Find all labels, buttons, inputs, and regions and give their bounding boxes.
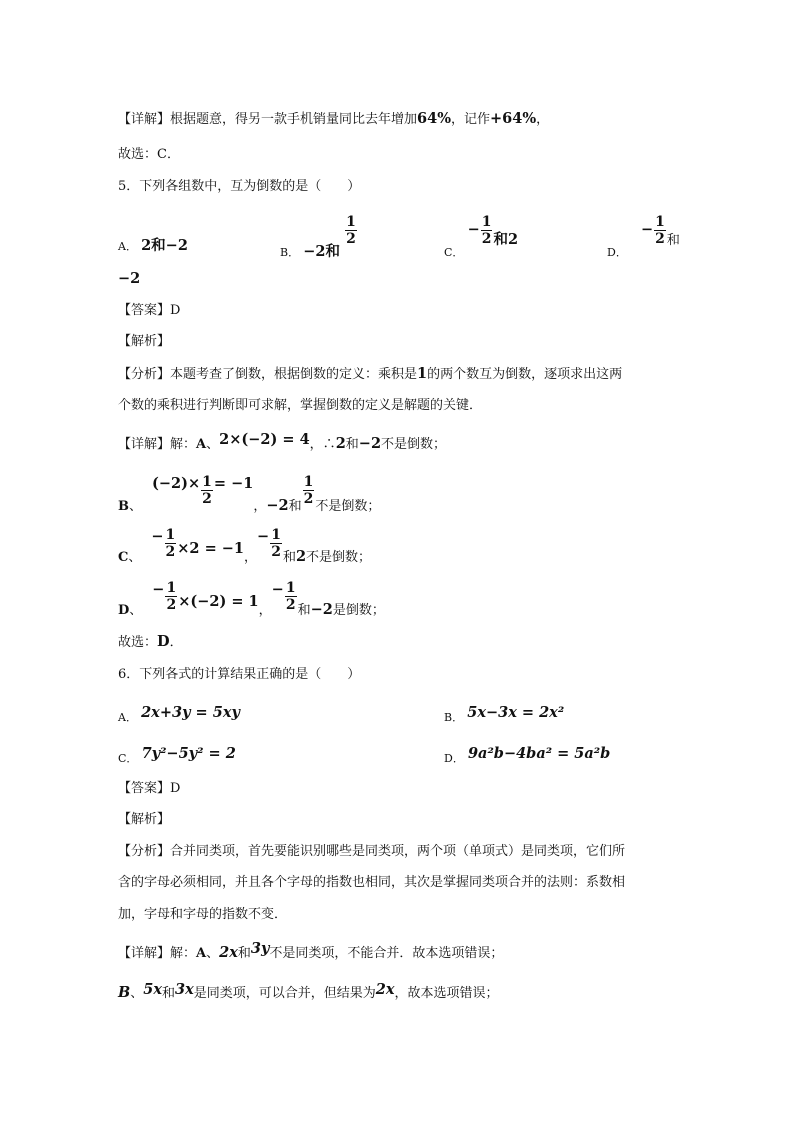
detail-6b: [118, 983, 499, 1004]
fenxi-6-line2: 含的字母必须相同，并且各个字母的指数也相同，其次是掌握同类项合并的法则：系数相: [118, 875, 626, 890]
analysis-6: 【解析】: [118, 812, 171, 827]
minus-sign: −: [151, 528, 164, 545]
fraction-one-half: [345, 214, 357, 247]
numerator: 1: [346, 214, 356, 230]
punct: ，: [258, 603, 272, 618]
math-2x: 2x: [375, 981, 395, 998]
option-letter: B: [118, 499, 129, 514]
minus-sign: −: [271, 581, 284, 598]
punct: 、: [206, 437, 220, 452]
detail-5c: [118, 527, 372, 565]
option-letter: D: [118, 603, 130, 618]
detail-text: 【详解】根据题意，得另一款手机销量同比去年增加: [118, 112, 418, 127]
punct: 、: [130, 986, 144, 1001]
math-expr: ×(−2) = 1: [178, 593, 259, 610]
option-letter: B: [118, 984, 131, 1001]
option-expr: 和2: [493, 231, 519, 248]
option-expr: −2和: [303, 243, 340, 260]
numerator: 1: [655, 214, 665, 230]
option-5a: [118, 236, 188, 257]
option-5d-continued: −2: [118, 270, 141, 287]
punct: 、: [129, 603, 143, 618]
text: 是倒数；: [332, 603, 385, 618]
denominator: 2: [166, 597, 177, 613]
choose-line-q4: 故选：C．: [118, 147, 180, 162]
numerator: 1: [202, 474, 212, 490]
option-expr: 7y²−5y² = 2: [141, 745, 236, 762]
option-label: A．: [118, 711, 137, 724]
option-label: D．: [607, 246, 627, 259]
math-expr: ×2 = −1: [177, 540, 245, 557]
question-6-stem: 6．下列各式的计算结果正确的是（ ）: [118, 667, 361, 682]
punct: ，: [536, 112, 550, 127]
math-3x: 3x: [175, 981, 194, 998]
fraction-one-half: [481, 214, 493, 247]
math-neg-two: −2: [266, 497, 289, 514]
fenxi-5-line1: [118, 364, 622, 385]
fenxi-5-line2: 个数的乘积进行判断即可求解，掌握倒数的定义是解题的关键．: [118, 398, 483, 413]
fraction-one-half: [165, 580, 177, 613]
math-neg-two: −2: [310, 601, 333, 618]
detail-6a: [118, 940, 504, 964]
denominator: 2: [271, 544, 281, 560]
fraction-one-half: [201, 474, 213, 507]
numerator: 1: [166, 580, 177, 596]
fenxi-6-line1: 【分析】合并同类项，首先要能识别哪些是同类项，两个项（单项式）是同类项，它们所: [118, 844, 626, 859]
math-two: 2: [335, 435, 346, 452]
option-expr: 2x+3y = 5xy: [141, 704, 240, 721]
fraction-one-half: [654, 214, 666, 247]
detail-5d: [118, 580, 385, 618]
detail-5b: [118, 474, 381, 514]
text: 不是同类项，不能合并．故本选项错误；: [269, 946, 504, 961]
numerator: 1: [481, 214, 492, 230]
option-label: B．: [444, 711, 464, 724]
math-64-percent: 64%: [417, 110, 451, 127]
minus-sign: −: [152, 581, 165, 598]
math-5x: 5x: [143, 981, 163, 998]
punct: 、: [206, 946, 220, 961]
option-expr: 和: [666, 233, 680, 248]
option-label: D．: [444, 752, 464, 765]
text: 不是倒数；: [315, 499, 381, 514]
option-label: B．: [280, 246, 300, 259]
option-letter: A: [196, 437, 207, 452]
math-plus-64-percent: +64%: [490, 110, 537, 127]
text: 和: [345, 437, 359, 452]
denominator: 2: [346, 231, 356, 247]
text: 是同类项，可以合并，但结果为: [193, 986, 376, 1001]
math-two: 2: [295, 548, 307, 565]
option-5b: [280, 214, 358, 260]
minus-sign: −: [640, 221, 654, 238]
text: 和: [237, 946, 251, 961]
option-5c: [444, 214, 519, 259]
option-label: A．: [118, 240, 137, 253]
answer-6: 【答案】D: [118, 781, 181, 796]
option-5d: [607, 214, 680, 259]
option-6b: [444, 703, 564, 724]
detail-line-q4: [118, 109, 549, 130]
numerator: 1: [303, 474, 314, 490]
minus-sign: −: [467, 221, 480, 238]
math-expr: 2×(−2) = 4: [219, 431, 310, 448]
option-6d: [444, 744, 610, 765]
denominator: 2: [165, 544, 176, 560]
detail-5a: [118, 431, 447, 455]
chosen-option: D: [157, 633, 170, 650]
denominator: 2: [303, 491, 314, 507]
text: 【分析】本题考查了倒数，根据倒数的定义：乘积是: [118, 367, 418, 382]
numerator: 1: [165, 527, 176, 543]
punct: 、: [129, 499, 143, 514]
detail-text: ，记作: [450, 112, 490, 127]
fraction-one-half: [165, 527, 177, 560]
option-letter: C: [118, 550, 129, 565]
denominator: 2: [285, 597, 296, 613]
math-neg-two: −2: [358, 435, 382, 452]
option-expr: 2和−2: [141, 237, 188, 254]
punct: ．: [169, 635, 183, 650]
text: 和: [162, 986, 176, 1001]
fenxi-6-line3: 加，字母和字母的指数不变．: [118, 907, 288, 922]
math-expr: (−2)×: [152, 475, 201, 492]
text: 不是倒数；: [306, 550, 372, 565]
text: 和: [282, 550, 296, 565]
text: 【详解】解：: [118, 946, 197, 961]
text: 和: [288, 499, 302, 514]
analysis-5: 【解析】: [118, 334, 171, 349]
math-one: 1: [417, 365, 428, 382]
text: 故选：: [118, 635, 158, 650]
minus-sign: −: [257, 528, 270, 545]
text: ，故本选项错误；: [394, 986, 499, 1001]
option-expr: 5x−3x = 2x²: [467, 704, 565, 721]
text: 【详解】解：: [118, 437, 197, 452]
text: ，∴: [309, 437, 336, 452]
math-expr: = −1: [213, 475, 254, 492]
option-expr: 9a²b−4ba² = 5a²b: [467, 745, 611, 762]
numerator: 1: [285, 580, 296, 596]
choose-line-q5: [118, 632, 183, 653]
question-5-stem: 5．下列各组数中，互为倒数的是（ ）: [118, 179, 361, 194]
fraction-one-half: [270, 527, 282, 560]
numerator: 1: [271, 527, 281, 543]
option-6a: [118, 703, 240, 724]
option-label: C．: [444, 246, 464, 259]
denominator: 2: [481, 231, 492, 247]
fraction-one-half: [303, 474, 315, 507]
option-label: C．: [118, 752, 138, 765]
punct: ，: [253, 499, 267, 514]
math-2x: 2x: [219, 944, 238, 961]
option-letter: A: [196, 946, 207, 961]
math-3y: 3y: [250, 940, 270, 957]
denominator: 2: [202, 491, 212, 507]
text: 的两个数互为倒数，逐项求出这两: [427, 367, 623, 382]
punct: 、: [128, 550, 142, 565]
fraction-one-half: [285, 580, 297, 613]
answer-5: 【答案】D: [118, 303, 181, 318]
text: 和: [297, 603, 311, 618]
text: 不是倒数；: [381, 437, 447, 452]
denominator: 2: [655, 231, 665, 247]
option-6c: [118, 744, 236, 765]
punct: ，: [244, 550, 258, 565]
